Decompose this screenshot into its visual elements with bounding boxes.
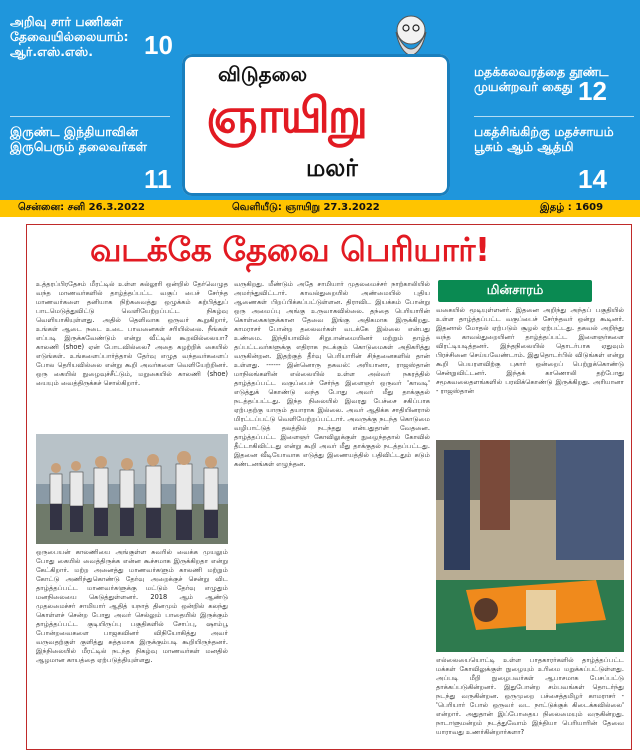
article-text: உத்தரப்பிரதேசம் மீரட்டில் உள்ள கல்லூரி ஒன்றில் தேர்வெழுத வந்த மாணவர்களில் தாழ்த்தப்பட்ட வகுப் பைச் சேர்ந்த மாணவர்களை தனியாக நிற்கவைத்து ஒழுக்கம் கற்பித்துப் பாடமெடுத்துவிட்டு வெளியேற்றப்பட்ட நிகழ்வு வெளியாகியுள்ளது. அதில் தெளிவாக ஒருவர் கூறுகிறார், உங்கள் ஆடை நடை உடை பாவனைகள் சரியில்லை. நீங்கள் எப்படி இருக்கவேண்டும் என்று வீட்டில் கூறவில்லையா? காலணி (shoe) ஏன் போடவில்லை? அதை கழற்றிக் கையில் எடுங்கள். உங்களைப்பார்த்தால் தேர்வு எழுத வந்தவர்களைப் போல தெரியவில்லை என்று கூறி அவர்களை வெளியேற்றினர். ஒரு கையில் நுழைவுச்சீட்டும், மறுகையில் காலணி (shoe) யையும் வைத்திருக்கச் சொல்கிறார். <box>36 280 228 387</box>
teaser-title: மதக்கலவரத்தை தூண்ட முயன்றவர் கைது <box>474 64 609 94</box>
article-column-2 <box>234 280 430 746</box>
teaser-right-top[interactable] <box>474 64 634 110</box>
article-headline: வடக்கே தேவை பெரியார்! <box>90 230 490 269</box>
masthead <box>0 0 640 200</box>
article-column-3-top <box>436 306 624 436</box>
teaser-page-number: 14 <box>578 164 607 194</box>
column-badge: மின்சாரம் <box>438 280 592 302</box>
teaser-title: பகத்சிங்கிற்கு மதச்சாயம் பூசும் ஆம் ஆத்மி <box>474 124 614 154</box>
article-text: ஒருபையன் காலணியை அங்குள்ள சுவரில் வைக்க முயலும் போது கையில் வைத்திருக்க என்ன கூச்சமாக இருக்கிறதா என்று கேட்கிறார். மற்ற அனைத்து மாணவர்களும் காலணி மற்றும் கோட்டு அணிந்துகொண்டு தேர்வு அறைக்குச் சென்று விட தாழ்த்தப்பட்ட மாணவர்களுக்கு மட்டும் தேர்வு எழுதும் மனநிலையை கெடுத்துள்ளனர். 2018 ஆம் ஆண்டு முதலமைச்சர் சாமியார் ஆதித் யநாத் தினமும் ஒன்றில் கலந்து கொள்ளச் சென்ற போது அவர் செல்லும் பாதையில் இருக்கும் தாழ்த்தப்பட்ட குடியிருப்பு பகுதிகளில் சோப்பு, ஷாம்பூ போன்றவைகளை பாஜகவினர் விநியோகித்து அவர் வருவதற்குள் குளித்து சுத்தமாக இருக்கும்படி கூறியிருந்தனர். இந்நிலையில் மீரட்டில் நடந்த நிகழ்வு மாணவர்கள் மனதில் ஆழமான காயத்தை ஏற்படுத்தியுள்ளது. <box>36 548 228 664</box>
issue-number: இதழ் : 1609 <box>540 202 604 213</box>
teaser-page-number: 11 <box>144 164 172 194</box>
article-column-1-top <box>36 280 228 430</box>
article-column-3-bottom <box>436 656 624 746</box>
logo-gnayiru: ஞாயிறு <box>206 88 367 144</box>
article-text: வகையில் மூடியுள்ளனர். இதனை அறிந்து அந்தப் பகுதியில் உள்ள தாழ்த்தப்பட்ட வகுப்பைச் சேர்ந்தவர் ஒன்று கூடினர். இதனால் மோதல் ஏற்படும் சூழல் ஏற்பட்டது. தகவல் அறிந்து வந்த காவல்துறையினர் தாழ்த்தப்பட்ட இளைஞர்களை விரட்டியடித்தனர். இந்தநிலையில் தொடர்பாக ஏதுவும் பிரச்சினை செய்யவேண்டாம். இதுதொடர்பில் விடுங்கள் என்று கூறி பெயரளவிற்கு புகார் ஒன்றைப் பெற்றுக்கொண்டு சென்றுவிட்டனர். இந்தக் காணொலி தற்போது சமூகவலைதளங்களில் பரவிக்கொண்டு இருக்கிறது. அரியானா - ராஜஸ்தான் <box>436 306 624 395</box>
issue-info-bar <box>0 200 640 217</box>
divider <box>10 116 170 117</box>
teaser-left-bottom[interactable] <box>10 124 172 194</box>
temple-incident-photo <box>436 440 624 652</box>
teaser-title: இருண்ட இந்தியாவின் இருபெரும் தலைவர்கள் <box>10 124 147 154</box>
article-text: வருகிறது. மீண்டும் அதே சாமியார் முதலமைச்சர் நாற்காலியில் அமர்ந்துவிட்டார். காவல்துறையில் அண்மையில் புதிய ஆணைகள் பிறப்பிக்கப்பட்டுள்ளன. திராவிட இயக்கம் போன்று ஒரு அமைப்பு அங்கு உருவாகவில்லை. தந்தை பெரியாரின் கொள்கைகளுக்கான தேவை இங்கு அதிகமாக இருக்கிறது. காமராசர் போன்ற தலைவர்கள் வடக்கே இல்லை என்பது உண்மை. இந்தியாவில் சிறுபான்மையினர் மற்றும் தாழ்த் தப்பட்டவர்களுக்கு எதிராக நடக்கும் கொடுமைகள் அதிகரித்து வருகின்றன. இதற்குத் தீர்வு பெரியாரின் சிந்தனைகளில் தான் உள்ளது. ------ இன்னொரு தகவல்: அரியானா, ராஜஸ்தான் மாநிலங்களின் எல்லையில் உள்ள அல்வர் நகரத்தில் தாழ்த்தப்பட்ட வகுப்பைச் சேர்ந்த இளைஞர் ஒருவர் 'காவடி' எடுத்துக் கொண்டு வந்த போது அவர் மீது தாக்குதல் நடத்தப்பட்டது. இந்த நிலையில் இவரது பேச்சை சகிப்பாக ஏற்பதற்கு யாரும் தயாராக இல்லை. அவர் ஆதிக்க சாதியினரால் மிரட்டப்பட்டு வெளியேற்றப்பட்டார். அவருக்கு நடந்த கொடுமை வழிபாட்டுத் தலத்தில் நடந்தது என்பதுதான் வேதனை. தாழ்த்தப்பட்ட இளைஞர் கோவிலுக்குள் நுழைந்ததால் கோவில் தீட்டாகிவிட்டது என்று கூறி அவர் மீது தாக்குதல் நடத்தப்பட்டது. இதனை வீடியோவாக எடுத்து இணையத்தில் பதிவிட்டதும் கடும் கண்டனங்கள் எழுந்தன. <box>234 280 430 468</box>
logo-viduthalai: விடுதலை <box>218 62 308 86</box>
divider <box>474 116 634 117</box>
article-column-1-bottom <box>36 548 228 746</box>
teaser-page-number: 10 <box>144 30 173 60</box>
logo-malar: மலர் <box>306 154 358 182</box>
issue-city-date: சென்னை: சனி 26.3.2022 <box>18 202 145 213</box>
students-photo <box>36 434 228 544</box>
issue-release-date: வெளியீடு: ஞாயிறு 27.3.2022 <box>232 202 380 213</box>
teaser-left-top[interactable] <box>10 14 173 60</box>
teaser-page-number: 12 <box>578 76 607 106</box>
teaser-title: அறிவு சார் பணிகள் தேவையில்லையாம்: ஆர்.எஸ்.எஸ். <box>10 14 129 59</box>
masthead-logo <box>182 54 450 196</box>
article-text: எல்லையையொட்டி உள்ள பாதகாரர்களில் தாழ்த்தப்பட்ட மக்கள் கோவிலுக்குள் நுழையும் உரிமை மறுக்கப்பட்டுள்ளது. அப்படி மீறி நுழைபவர்கள் ஆபாசமாக பேசப்பட்டு தாக்கப்படுகின்றனர். இதுபோன்ற சம்பவங்கள் தொடர்ந்து நடந்து வருகின்றன. ஒருமுறை பச்சைத்தமிழர் காமராசர் - 'பெரியார் போல் ஒருவர் வட நாட்டுக்குக் கிடைக்கவில்லை' என்றார். அதுதான் இப்போதைய நிலைமையும் வருகின்றது. நாடாளுமன்றம் நடத்துவோம் இந்தியா பெரியாரின் தேவை யாராவது உணர்கின்றார்களா? <box>436 656 624 736</box>
teaser-right-bottom[interactable] <box>474 124 634 194</box>
